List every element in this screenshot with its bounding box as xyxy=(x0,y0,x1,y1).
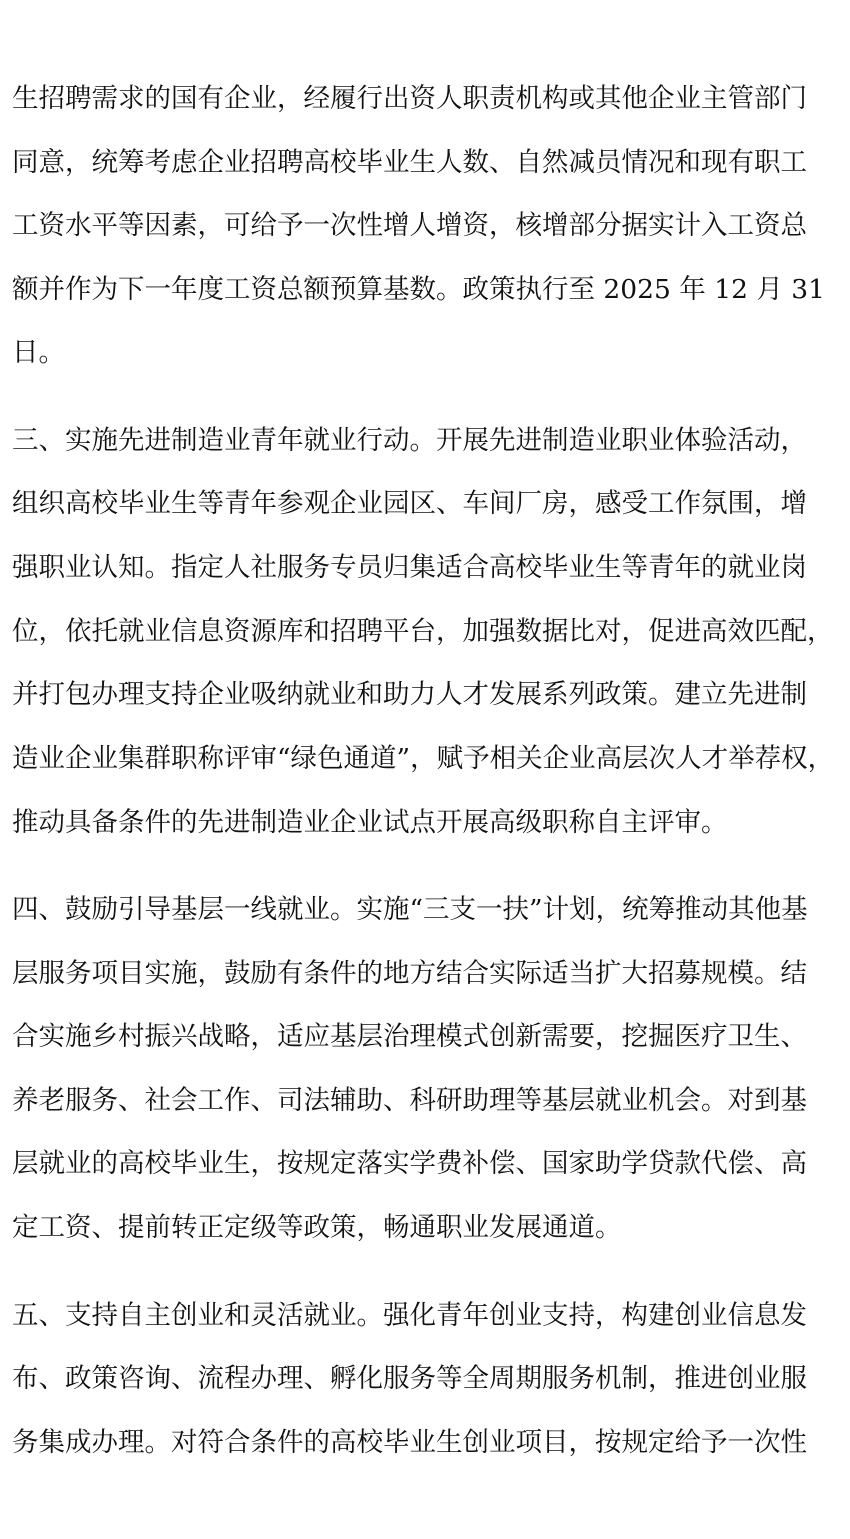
paragraph-line: 造业企业集群职称评审“绿色通道”，赋予相关企业高层次人才举荐权， xyxy=(12,743,835,774)
paragraph-line: 同意，统筹考虑企业招聘高校毕业生人数、自然减员情况和现有职工 xyxy=(12,147,807,178)
paragraph-line: 并打包办理支持企业吸纳就业和助力人才发展系列政策。建立先进制 xyxy=(12,679,807,710)
paragraph-line: 务集成办理。对符合条件的高校毕业生创业项目，按规定给予一次性 xyxy=(12,1427,807,1458)
paragraph-line: 养老服务、社会工作、司法辅助、科研助理等基层就业机会。对到基 xyxy=(12,1085,807,1116)
section-heading-line: 三、实施先进制造业青年就业行动。开展先进制造业职业体验活动， xyxy=(12,425,807,456)
paragraph-line: 层就业的高校毕业生，按规定落实学费补偿、国家助学贷款代偿、高 xyxy=(12,1148,807,1179)
paragraph-line: 日。 xyxy=(12,337,65,368)
paragraph-line: 生招聘需求的国有企业，经履行出资人职责机构或其他企业主管部门 xyxy=(12,83,807,114)
section-heading-line: 五、支持自主创业和灵活就业。强化青年创业支持，构建创业信息发 xyxy=(12,1300,807,1331)
paragraph-line: 强职业认知。指定人社服务专员归集适合高校毕业生等青年的就业岗 xyxy=(12,552,807,583)
paragraph-line: 推动具备条件的先进制造业企业试点开展高级职称自主评审。 xyxy=(12,807,728,838)
paragraph-line: 合实施乡村振兴战略，适应基层治理模式创新需要，挖掘医疗卫生、 xyxy=(12,1021,807,1052)
paragraph-line: 位，依托就业信息资源库和招聘平台，加强数据比对，促进高效匹配， xyxy=(12,616,834,647)
paragraph-line: 布、政策咨询、流程办理、孵化服务等全周期服务机制，推进创业服 xyxy=(12,1363,807,1394)
paragraph-line: 工资水平等因素，可给予一次性增人增资，核增部分据实计入工资总 xyxy=(12,210,807,241)
section-heading-line: 四、鼓励引导基层一线就业。实施“三支一扶”计划，统筹推动其他基 xyxy=(12,894,808,925)
paragraph-line: 额并作为下一年度工资总额预算基数。政策执行至 2025 年 12 月 31 xyxy=(12,274,825,305)
paragraph-line: 定工资、提前转正定级等政策，畅通职业发展通道。 xyxy=(12,1212,622,1243)
paragraph-line: 层服务项目实施，鼓励有条件的地方结合实际适当扩大招募规模。结 xyxy=(12,958,807,989)
paragraph-line: 组织高校毕业生等青年参观企业园区、车间厂房，感受工作氛围，增 xyxy=(12,488,807,519)
